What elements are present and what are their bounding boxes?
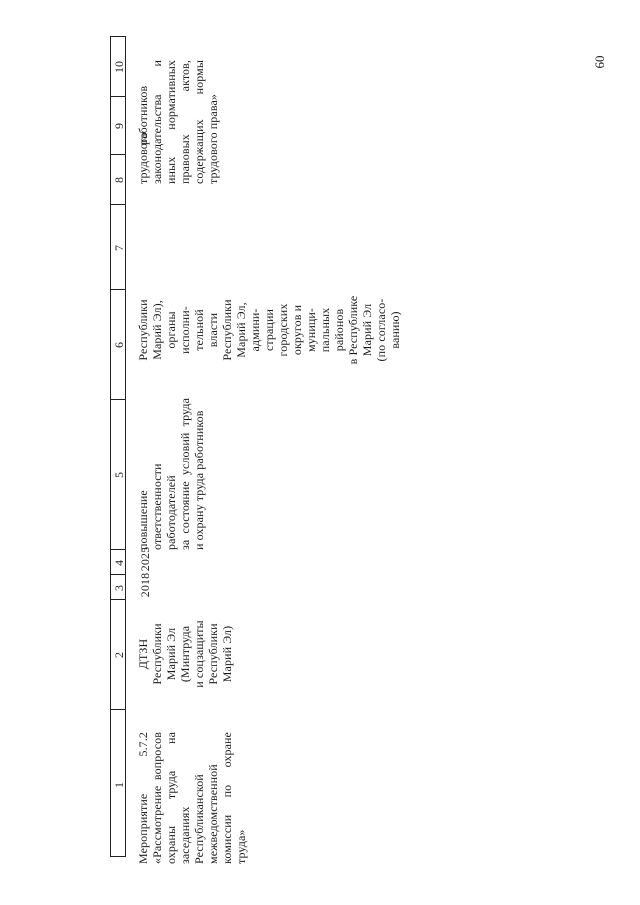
column-number: 4 [112, 560, 126, 566]
table-cell-result: работников [136, 85, 150, 145]
table-top-border [110, 37, 111, 857]
column-number: 10 [112, 61, 126, 73]
table-cell-end-year: 2025 [138, 546, 152, 572]
col-sep [110, 154, 126, 155]
col-sep [110, 36, 126, 37]
column-number: 2 [112, 652, 126, 658]
header-bottom-border [125, 37, 126, 857]
column-number: 9 [112, 123, 126, 129]
column-number: 8 [112, 177, 126, 183]
col-sep [110, 856, 126, 857]
col-sep [110, 289, 126, 290]
col-sep [110, 599, 126, 600]
col-sep [110, 204, 126, 205]
col-sep [110, 399, 126, 400]
col-sep [110, 574, 126, 575]
table-cell-result: повышение ответственности работодателей за состояние условий труда и охрану труда работников [136, 398, 206, 550]
page-number: 60 [592, 55, 607, 69]
column-number: 7 [112, 245, 126, 251]
column-number: 1 [112, 782, 126, 788]
col-sep [110, 96, 126, 97]
table-cell-measure: трудового законодательства и иных нормативных правовых актов, содержащих нормы трудового права» [136, 60, 220, 184]
table-cell-executor: Республики Марий Эл), органы исполни- тельной власти Республики Марий Эл, админи- страции городских округов и муници- пальных районов в Республике Марий Эл (по согласо- ванию) [136, 295, 402, 365]
column-number: 3 [112, 585, 126, 591]
col-sep [110, 549, 126, 550]
col-sep [110, 709, 126, 710]
table-cell-start-year: 2018 [138, 572, 152, 598]
table-cell-measure: Мероприятие 5.7.2 «Рассмотрение вопросов охраны труда на заседаниях Республиканской межведомственной комиссии по охране труда» [136, 732, 248, 864]
column-number: 5 [112, 472, 126, 478]
table-cell-executor: ДТЗН Республики Марий Эл (Минтруда и соцзащиты Республики Марий Эл) [136, 620, 234, 688]
column-number: 6 [112, 342, 126, 348]
